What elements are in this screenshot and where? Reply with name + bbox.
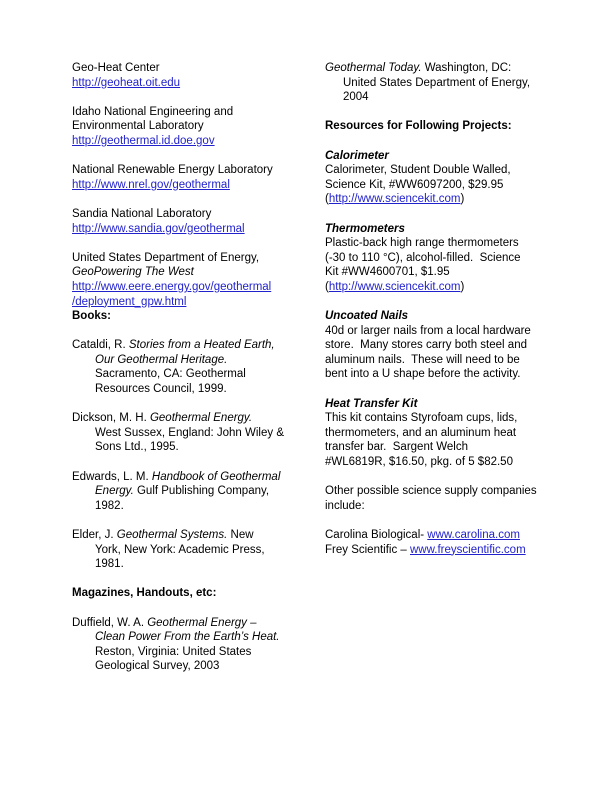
hyperlink[interactable]: http://geoheat.oit.edu [72,76,181,89]
blank-line [72,397,324,412]
text-line [325,178,575,193]
text-line [325,499,575,514]
body-text: aluminum nails. These will need to be [325,353,520,366]
item-heading-thermometers [325,222,575,237]
body-text: 2004 [343,91,369,104]
text-line [325,265,575,280]
item-heading-calorimeter [325,149,575,164]
body-text: Science Kit, #WW6097200, $29.95 [325,178,504,191]
emphasized-text: Thermometers [325,222,405,235]
text-line [325,338,575,353]
hyperlink[interactable]: http://geothermal.id.doe.gov [72,134,215,147]
body-text: ( [325,193,329,206]
text-line [325,543,575,558]
body-text: Elder, J. [72,529,117,541]
blank-line [72,324,324,339]
hyperlink[interactable]: http://www.nrel.gov/geothermal [72,178,230,191]
body-text: Calorimeter, Student Double Walled, [325,164,511,177]
text-line [325,455,575,470]
text-line [72,61,324,76]
text-line [72,338,324,353]
emphasized-text: Geothermal Today. [325,62,422,74]
body-text: New [227,529,254,541]
emphasized-text: Stories from a Heated Earth, [128,339,275,352]
body-text: York, New York: Academic Press, [95,543,265,556]
right-column [325,61,575,557]
blank-line [325,382,575,397]
text-line [72,440,324,455]
text-line [72,76,324,91]
body-text: Gulf Publishing Company, [133,485,270,498]
emphasized-text: Handbook of Geothermal [151,470,281,483]
body-text: (-30 to 110 °C), alcohol-filled. Science [325,251,521,264]
body-text: Idaho National Engineering and [72,105,234,118]
body-text: Duffield, W. A. [72,616,148,629]
body-text: include: [325,499,365,512]
text-line [325,280,575,295]
blank-line [325,513,575,528]
blank-line [72,192,324,207]
text-line [72,659,324,674]
item-heading-heat-transfer-kit [325,397,575,412]
text-line [325,163,575,178]
text-line [325,324,575,339]
body-text: Environmental Laboratory [72,120,204,133]
text-line [72,105,324,120]
blank-line [325,105,575,120]
text-line [72,295,324,310]
body-text: 1982. [95,499,124,512]
blank-line [325,295,575,310]
emphasized-text: GeoPowering The West [72,266,194,279]
text-line [72,134,324,149]
body-text: National Renewable Energy Laboratory [72,164,273,177]
body-text: 1981. [95,558,124,571]
heading-text: Magazines, Handouts, etc: [72,587,217,600]
body-text: #WL6819R, $16.50, pkg. of 5 $82.50 [325,456,513,469]
hyperlink[interactable]: http://www.sandia.gov/geothermal [72,222,245,235]
text-line [72,543,324,558]
text-line [72,207,324,222]
text-line [72,484,324,499]
section-heading-books [72,309,324,324]
text-line [72,645,324,660]
text-line [72,382,324,397]
body-text: Edwards, L. M. [72,470,152,483]
body-text: Sons Ltd., 1995. [95,441,179,454]
text-line [72,178,324,193]
text-line [72,499,324,514]
hyperlink[interactable]: http://www.sciencekit.com [328,193,461,206]
text-line [72,353,324,368]
blank-line [72,455,324,470]
body-text: West Sussex, England: John Wiley & [95,426,284,439]
text-line [72,280,324,295]
emphasized-text: Calorimeter [325,149,389,162]
item-heading-uncoated-nails [325,309,575,324]
hyperlink[interactable]: /deployment_gpw.html [72,295,187,308]
body-text: 40d or larger nails from a local hardware [325,324,531,337]
text-line [72,367,324,382]
body-text: Plastic-back high range thermometers [325,237,519,250]
body-text: Sacramento, CA: Geothermal [95,368,246,381]
body-text: United States Department of Energy, [72,251,260,264]
blank-line [72,236,324,251]
body-text: ) [460,280,465,293]
text-line [72,411,324,426]
text-line [72,630,324,645]
text-line [325,426,575,441]
body-text: thermometers, and an aluminum heat [325,426,517,439]
body-text: Sandia National Laboratory [72,207,212,220]
text-line [325,61,575,76]
text-line [72,616,324,631]
body-text: Kit #WW4600701, $1.95 [325,266,450,279]
body-text: Reston, Virginia: United States [95,645,252,658]
blank-line [72,513,324,528]
body-text: transfer bar. Sargent Welch [325,441,468,454]
emphasized-text: Energy. [95,485,134,498]
body-text: Geo-Heat Center [72,62,160,74]
body-text: Frey Scientific – [325,543,410,556]
body-text: United States Department of Energy, [343,76,531,89]
blank-line [72,149,324,164]
emphasized-text: Geothermal Systems. [116,529,228,541]
text-line [325,251,575,266]
text-line [72,265,324,280]
body-text: Carolina Biological- [325,529,428,541]
emphasized-text: Uncoated Nails [325,310,409,323]
text-line [72,251,324,266]
blank-line [325,134,575,149]
body-text: store. Many stores carry both steel and [325,339,527,352]
text-line [72,163,324,178]
hyperlink[interactable]: www.carolina.com [427,529,520,541]
text-line [325,353,575,368]
left-column [72,61,324,674]
blank-line [325,207,575,222]
body-text: ) [460,193,465,206]
body-text: Washington, DC: [421,62,512,74]
emphasized-text: Heat Transfer Kit [325,397,418,410]
emphasized-text: Geothermal Energy – [147,616,257,629]
body-text: This kit contains Styrofoam cups, lids, [325,412,518,425]
text-line [325,76,575,91]
body-text: Other possible science supply companies [325,485,537,498]
text-line [72,426,324,441]
blank-line [72,572,324,587]
body-text: ( [325,280,329,293]
text-line [325,484,575,499]
body-text: Cataldi, R. [72,339,129,352]
emphasized-text: Our Geothermal Heritage. [95,353,228,366]
text-line [72,528,324,543]
text-line [72,557,324,572]
emphasized-text: Clean Power From the Earth’s Heat. [95,631,280,644]
text-line [72,470,324,485]
blank-line [325,470,575,485]
emphasized-text: Geothermal Energy. [149,412,253,425]
text-line [72,222,324,237]
text-line [325,90,575,105]
blank-line [72,90,324,105]
section-heading-magazines [72,586,324,601]
heading-text: Resources for Following Projects: [325,120,512,133]
text-line [72,119,324,134]
blank-line [72,601,324,616]
text-line [325,528,575,543]
heading-text: Books: [72,310,111,323]
hyperlink[interactable]: http://www.eere.energy.gov/geothermal [72,280,272,293]
text-line [325,411,575,426]
body-text: bent into a U shape before the activity. [325,368,521,381]
body-text: Dickson, M. H. [72,412,150,425]
text-line [325,367,575,382]
hyperlink[interactable]: www.freyscientific.com [410,543,526,556]
hyperlink[interactable]: http://www.sciencekit.com [328,280,461,293]
text-line [325,236,575,251]
body-text: Geological Survey, 2003 [95,660,220,673]
text-line [325,192,575,207]
text-line [325,440,575,455]
section-heading-resources [325,119,575,134]
body-text: Resources Council, 1999. [95,383,227,396]
